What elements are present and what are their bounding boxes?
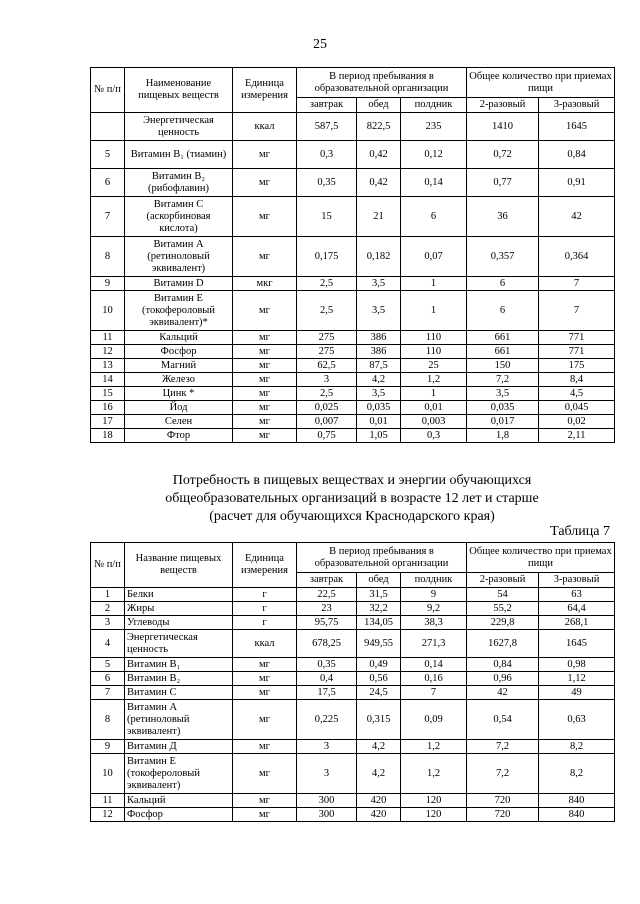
cell-three-meals: 771	[539, 345, 615, 359]
cell-breakfast: 0,4	[297, 672, 357, 686]
header-total-meals: Общее количество при приемах пищи	[467, 543, 615, 573]
cell-unit: мг	[233, 740, 297, 754]
cell-unit: мг	[233, 415, 297, 429]
cell-unit: ккал	[233, 113, 297, 141]
header-snack: полдник	[401, 98, 467, 113]
cell-breakfast: 587,5	[297, 113, 357, 141]
header-stay-period: В период пребывания в образовательной организации	[297, 68, 467, 98]
cell-lunch: 949,55	[357, 630, 401, 658]
cell-snack: 1	[401, 387, 467, 401]
table-row	[91, 197, 615, 237]
cell-three-meals: 771	[539, 331, 615, 345]
cell-num: 13	[91, 359, 125, 373]
cell-three-meals: 0,91	[539, 169, 615, 197]
cell-nutrient-name: Витамин B₂	[125, 672, 233, 686]
cell-unit: г	[233, 588, 297, 602]
cell-lunch: 21	[357, 197, 401, 237]
cell-three-meals: 0,63	[539, 700, 615, 740]
cell-lunch: 420	[357, 808, 401, 822]
cell-num: 6	[91, 169, 125, 197]
cell-unit: мг	[233, 429, 297, 443]
cell-snack: 9	[401, 588, 467, 602]
cell-three-meals: 1645	[539, 113, 615, 141]
cell-num: 12	[91, 808, 125, 822]
cell-two-meals: 0,54	[467, 700, 539, 740]
table-row	[91, 359, 615, 373]
table-row	[91, 740, 615, 754]
cell-two-meals: 0,017	[467, 415, 539, 429]
cell-breakfast: 0,75	[297, 429, 357, 443]
cell-nutrient-name: Фосфор	[125, 345, 233, 359]
cell-snack: 1	[401, 291, 467, 331]
cell-snack: 6	[401, 197, 467, 237]
cell-lunch: 31,5	[357, 588, 401, 602]
cell-nutrient-name: Белки	[125, 588, 233, 602]
cell-breakfast: 678,25	[297, 630, 357, 658]
header-breakfast: завтрак	[297, 573, 357, 588]
cell-three-meals: 42	[539, 197, 615, 237]
cell-nutrient-name: Витамин B₂ (рибофлавин)	[125, 169, 233, 197]
cell-lunch: 0,01	[357, 415, 401, 429]
table-row	[91, 658, 615, 672]
cell-snack: 120	[401, 794, 467, 808]
nutrient-table-2	[90, 542, 615, 822]
table-row	[91, 630, 615, 658]
table-row	[91, 169, 615, 197]
cell-snack: 0,16	[401, 672, 467, 686]
cell-nutrient-name: Фосфор	[125, 808, 233, 822]
cell-num: 14	[91, 373, 125, 387]
cell-two-meals: 1,8	[467, 429, 539, 443]
cell-snack: 0,14	[401, 658, 467, 672]
cell-three-meals: 175	[539, 359, 615, 373]
cell-two-meals: 6	[467, 291, 539, 331]
cell-nutrient-name: Йод	[125, 401, 233, 415]
cell-two-meals: 150	[467, 359, 539, 373]
cell-two-meals: 54	[467, 588, 539, 602]
cell-nutrient-name: Магний	[125, 359, 233, 373]
cell-num: 9	[91, 277, 125, 291]
table-row	[91, 373, 615, 387]
cell-three-meals: 8,2	[539, 754, 615, 794]
header-unit: Единица измерения	[233, 543, 297, 588]
cell-two-meals: 3,5	[467, 387, 539, 401]
cell-breakfast: 275	[297, 331, 357, 345]
cell-two-meals: 7,2	[467, 373, 539, 387]
table-row	[91, 602, 615, 616]
cell-unit: мг	[233, 169, 297, 197]
cell-snack: 0,07	[401, 237, 467, 277]
header-total-meals: Общее количество при приемах пищи	[467, 68, 615, 98]
cell-snack: 120	[401, 808, 467, 822]
table-row	[91, 277, 615, 291]
cell-nutrient-name: Цинк *	[125, 387, 233, 401]
table-row	[91, 345, 615, 359]
cell-nutrient-name: Витамин D	[125, 277, 233, 291]
table-row	[91, 588, 615, 602]
table-row	[91, 429, 615, 443]
cell-num: 15	[91, 387, 125, 401]
header-name: Название пищевых веществ	[125, 543, 233, 588]
header-lunch: обед	[357, 98, 401, 113]
cell-breakfast: 0,225	[297, 700, 357, 740]
table-row	[91, 700, 615, 740]
cell-breakfast: 3	[297, 754, 357, 794]
cell-lunch: 3,5	[357, 291, 401, 331]
cell-unit: мг	[233, 700, 297, 740]
cell-num: 7	[91, 197, 125, 237]
cell-unit: мг	[233, 686, 297, 700]
cell-lunch: 386	[357, 331, 401, 345]
cell-nutrient-name: Кальций	[125, 794, 233, 808]
cell-three-meals: 268,1	[539, 616, 615, 630]
table-row	[91, 415, 615, 429]
cell-nutrient-name: Энергетическая ценность	[125, 630, 233, 658]
cell-unit: мг	[233, 373, 297, 387]
cell-unit: мг	[233, 658, 297, 672]
cell-nutrient-name: Витамин А (ретиноловый эквивалент)	[125, 700, 233, 740]
cell-lunch: 24,5	[357, 686, 401, 700]
cell-nutrient-name: Железо	[125, 373, 233, 387]
cell-num: 10	[91, 754, 125, 794]
cell-num: 10	[91, 291, 125, 331]
cell-unit: мг	[233, 331, 297, 345]
cell-nutrient-name: Витамин B₁ (тиамин)	[125, 141, 233, 169]
cell-unit: г	[233, 602, 297, 616]
cell-three-meals: 1,12	[539, 672, 615, 686]
header-name: Наименование пищевых веществ	[125, 68, 233, 113]
cell-snack: 0,01	[401, 401, 467, 415]
cell-unit: г	[233, 616, 297, 630]
cell-snack: 0,12	[401, 141, 467, 169]
cell-lunch: 3,5	[357, 277, 401, 291]
cell-unit: мг	[233, 359, 297, 373]
cell-snack: 0,003	[401, 415, 467, 429]
cell-num: 17	[91, 415, 125, 429]
cell-num: 12	[91, 345, 125, 359]
cell-three-meals: 8,2	[539, 740, 615, 754]
table-row	[91, 113, 615, 141]
cell-lunch: 134,05	[357, 616, 401, 630]
cell-three-meals: 4,5	[539, 387, 615, 401]
cell-breakfast: 2,5	[297, 277, 357, 291]
cell-unit: мг	[233, 794, 297, 808]
cell-three-meals: 49	[539, 686, 615, 700]
cell-three-meals: 7	[539, 291, 615, 331]
cell-num: 8	[91, 237, 125, 277]
cell-lunch: 0,42	[357, 141, 401, 169]
cell-breakfast: 0,175	[297, 237, 357, 277]
cell-nutrient-name: Углеводы	[125, 616, 233, 630]
table-body	[91, 113, 615, 443]
cell-breakfast: 2,5	[297, 387, 357, 401]
header-three-meals: 3-разовый	[539, 98, 615, 113]
cell-breakfast: 0,3	[297, 141, 357, 169]
cell-lunch: 4,2	[357, 373, 401, 387]
cell-unit: мг	[233, 808, 297, 822]
cell-lunch: 386	[357, 345, 401, 359]
header-two-meals: 2-разовый	[467, 98, 539, 113]
cell-unit: мг	[233, 672, 297, 686]
table-row	[91, 401, 615, 415]
cell-snack: 0,3	[401, 429, 467, 443]
table-row	[91, 808, 615, 822]
table-row	[91, 141, 615, 169]
cell-num: 5	[91, 141, 125, 169]
cell-nutrient-name: Витамин E (токофероловый эквивалент)*	[125, 291, 233, 331]
cell-nutrient-name: Кальций	[125, 331, 233, 345]
cell-lunch: 32,2	[357, 602, 401, 616]
cell-nutrient-name: Витамин C (аскорбиновая кислота)	[125, 197, 233, 237]
cell-two-meals: 720	[467, 794, 539, 808]
cell-snack: 110	[401, 331, 467, 345]
cell-two-meals: 0,72	[467, 141, 539, 169]
cell-snack: 7	[401, 686, 467, 700]
cell-two-meals: 661	[467, 345, 539, 359]
cell-num: 5	[91, 658, 125, 672]
cell-nutrient-name: Жиры	[125, 602, 233, 616]
cell-breakfast: 22,5	[297, 588, 357, 602]
cell-num: 4	[91, 630, 125, 658]
cell-three-meals: 0,02	[539, 415, 615, 429]
cell-nutrient-name: Фтор	[125, 429, 233, 443]
table-row	[91, 794, 615, 808]
cell-two-meals: 0,357	[467, 237, 539, 277]
cell-breakfast: 95,75	[297, 616, 357, 630]
cell-breakfast: 0,35	[297, 658, 357, 672]
nutrient-table-1	[90, 67, 615, 443]
cell-snack: 38,3	[401, 616, 467, 630]
cell-nutrient-name: Селен	[125, 415, 233, 429]
heading-line: (расчет для обучающихся Краснодарского края)	[209, 509, 495, 524]
cell-snack: 235	[401, 113, 467, 141]
cell-breakfast: 15	[297, 197, 357, 237]
table-row	[91, 686, 615, 700]
cell-two-meals: 42	[467, 686, 539, 700]
cell-two-meals: 0,77	[467, 169, 539, 197]
header-stay-period: В период пребывания в образовательной организации	[297, 543, 467, 573]
cell-num: 11	[91, 331, 125, 345]
cell-snack: 1,2	[401, 754, 467, 794]
cell-two-meals: 55,2	[467, 602, 539, 616]
table-row	[91, 616, 615, 630]
cell-breakfast: 17,5	[297, 686, 357, 700]
cell-num: 9	[91, 740, 125, 754]
cell-three-meals: 0,98	[539, 658, 615, 672]
cell-unit: мг	[233, 345, 297, 359]
cell-two-meals: 0,96	[467, 672, 539, 686]
cell-unit: мкг	[233, 277, 297, 291]
cell-three-meals: 0,045	[539, 401, 615, 415]
cell-num: 6	[91, 672, 125, 686]
cell-three-meals: 64,4	[539, 602, 615, 616]
cell-breakfast: 300	[297, 808, 357, 822]
cell-two-meals: 1627,8	[467, 630, 539, 658]
table-row	[91, 237, 615, 277]
cell-breakfast: 275	[297, 345, 357, 359]
cell-lunch: 87,5	[357, 359, 401, 373]
cell-nutrient-name: Витамин Е (токофероловый эквивалент)	[125, 754, 233, 794]
table-row	[91, 672, 615, 686]
cell-nutrient-name: Витамин A (ретиноловый эквивалент)	[125, 237, 233, 277]
header-snack: полдник	[401, 573, 467, 588]
cell-snack: 9,2	[401, 602, 467, 616]
cell-num: 11	[91, 794, 125, 808]
cell-snack: 0,09	[401, 700, 467, 740]
cell-three-meals: 0,364	[539, 237, 615, 277]
cell-nutrient-name: Витамин Д	[125, 740, 233, 754]
cell-three-meals: 2,11	[539, 429, 615, 443]
cell-lunch: 0,56	[357, 672, 401, 686]
cell-lunch: 0,315	[357, 700, 401, 740]
cell-three-meals: 1645	[539, 630, 615, 658]
cell-snack: 0,14	[401, 169, 467, 197]
cell-lunch: 0,182	[357, 237, 401, 277]
section-heading	[110, 472, 594, 526]
table-body	[91, 588, 615, 822]
heading-line: общеобразовательных организаций в возрасте 12 лет и старше	[165, 491, 539, 506]
cell-two-meals: 1410	[467, 113, 539, 141]
header-two-meals: 2-разовый	[467, 573, 539, 588]
cell-unit: мг	[233, 197, 297, 237]
header-breakfast: завтрак	[297, 98, 357, 113]
cell-two-meals: 0,84	[467, 658, 539, 672]
cell-snack: 25	[401, 359, 467, 373]
cell-lunch: 4,2	[357, 754, 401, 794]
header-num: № п/п	[91, 68, 125, 113]
cell-snack: 271,3	[401, 630, 467, 658]
cell-breakfast: 3	[297, 373, 357, 387]
cell-snack: 110	[401, 345, 467, 359]
cell-lunch: 420	[357, 794, 401, 808]
header-unit: Единица измерения	[233, 68, 297, 113]
cell-lunch: 822,5	[357, 113, 401, 141]
cell-num	[91, 113, 125, 141]
page-number: 25	[313, 37, 327, 52]
cell-lunch: 0,42	[357, 169, 401, 197]
table-label: Таблица 7	[550, 524, 610, 539]
cell-lunch: 3,5	[357, 387, 401, 401]
cell-two-meals: 6	[467, 277, 539, 291]
cell-nutrient-name: Витамин С	[125, 686, 233, 700]
cell-unit: мг	[233, 401, 297, 415]
cell-breakfast: 23	[297, 602, 357, 616]
cell-unit: мг	[233, 387, 297, 401]
cell-two-meals: 229,8	[467, 616, 539, 630]
cell-nutrient-name: Энергетическая ценность	[125, 113, 233, 141]
cell-lunch: 4,2	[357, 740, 401, 754]
cell-three-meals: 840	[539, 794, 615, 808]
cell-three-meals: 840	[539, 808, 615, 822]
cell-two-meals: 7,2	[467, 754, 539, 794]
cell-lunch: 0,035	[357, 401, 401, 415]
header-num: № п/п	[91, 543, 125, 588]
cell-lunch: 0,49	[357, 658, 401, 672]
cell-breakfast: 0,007	[297, 415, 357, 429]
table-row	[91, 387, 615, 401]
cell-breakfast: 2,5	[297, 291, 357, 331]
cell-num: 7	[91, 686, 125, 700]
cell-num: 8	[91, 700, 125, 740]
cell-two-meals: 661	[467, 331, 539, 345]
cell-breakfast: 0,025	[297, 401, 357, 415]
cell-three-meals: 63	[539, 588, 615, 602]
cell-three-meals: 7	[539, 277, 615, 291]
cell-snack: 1,2	[401, 373, 467, 387]
cell-unit: мг	[233, 754, 297, 794]
cell-nutrient-name: Витамин B₁	[125, 658, 233, 672]
table-row	[91, 754, 615, 794]
cell-two-meals: 36	[467, 197, 539, 237]
cell-unit: мг	[233, 141, 297, 169]
cell-snack: 1	[401, 277, 467, 291]
header-lunch: обед	[357, 573, 401, 588]
cell-num: 1	[91, 588, 125, 602]
cell-num: 18	[91, 429, 125, 443]
cell-breakfast: 3	[297, 740, 357, 754]
cell-three-meals: 0,84	[539, 141, 615, 169]
cell-two-meals: 7,2	[467, 740, 539, 754]
cell-breakfast: 300	[297, 794, 357, 808]
cell-num: 2	[91, 602, 125, 616]
header-three-meals: 3-разовый	[539, 573, 615, 588]
cell-num: 16	[91, 401, 125, 415]
cell-two-meals: 0,035	[467, 401, 539, 415]
cell-unit: ккал	[233, 630, 297, 658]
table-row	[91, 291, 615, 331]
cell-snack: 1,2	[401, 740, 467, 754]
table-row	[91, 331, 615, 345]
cell-breakfast: 62,5	[297, 359, 357, 373]
cell-breakfast: 0,35	[297, 169, 357, 197]
heading-line: Потребность в пищевых веществах и энергии обучающихся	[172, 473, 532, 488]
cell-unit: мг	[233, 291, 297, 331]
cell-three-meals: 8,4	[539, 373, 615, 387]
cell-lunch: 1,05	[357, 429, 401, 443]
cell-two-meals: 720	[467, 808, 539, 822]
cell-num: 3	[91, 616, 125, 630]
cell-unit: мг	[233, 237, 297, 277]
